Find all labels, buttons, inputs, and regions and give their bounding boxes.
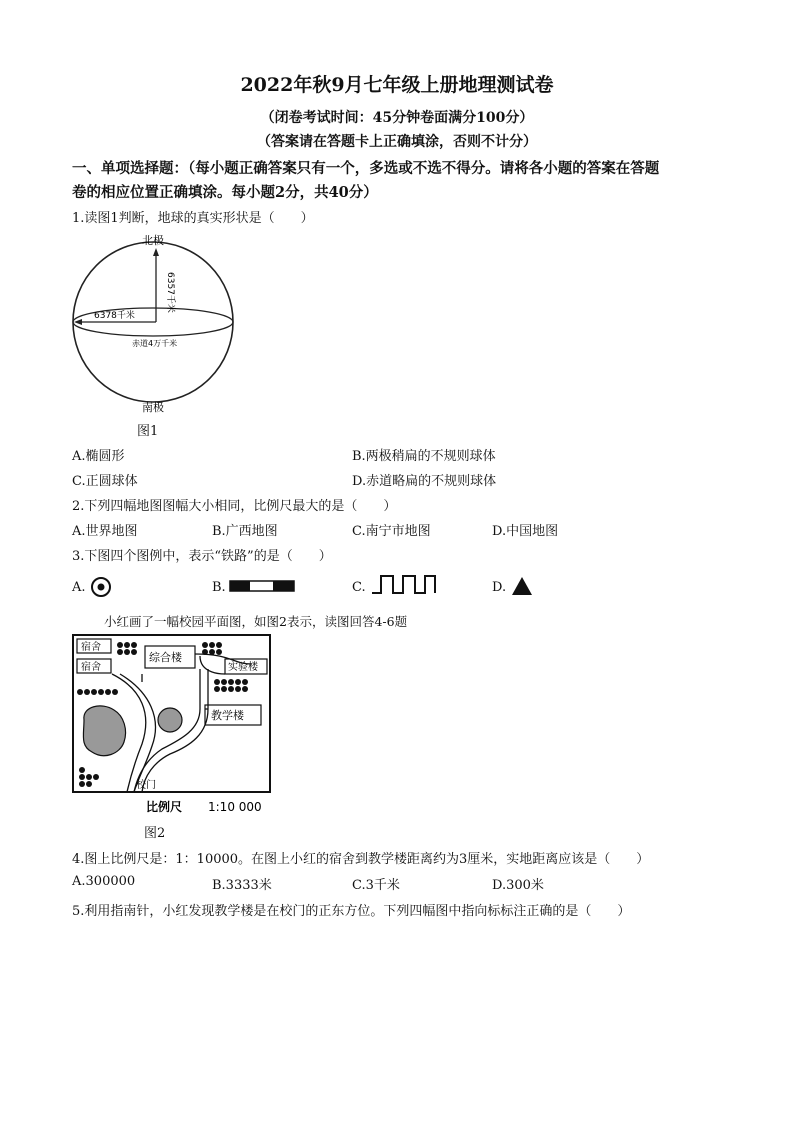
legend-point-symbol-icon: [89, 575, 113, 599]
section-heading-line1: 一、单项选择题：（每小题正确答案只有一个，多选或不选不得分。请将各小题的答案在答题: [72, 160, 660, 177]
equatorial-arrow-head: [74, 319, 82, 325]
polar-arrow-head: [153, 248, 159, 256]
figure-1-caption: 图1: [137, 424, 159, 439]
north-pole-label: 北极: [142, 234, 164, 247]
q2-option-a: A.世界地图: [72, 524, 138, 539]
lab-building-label: 实验楼: [228, 662, 258, 673]
figure-2-campus-map: [72, 634, 272, 816]
scale-label: 比例尺: [146, 800, 183, 814]
mountain-peak-legend-icon: [510, 575, 534, 597]
section-heading-line2: 卷的相应位置正确填涂。每小题2分，共40分）: [72, 184, 378, 201]
q1-option-a: A.椭圆形: [72, 449, 125, 464]
school-gate-label: 校门: [136, 780, 156, 791]
figure-2-caption: 图2: [144, 826, 166, 841]
south-pole-label: 南极: [142, 401, 164, 414]
round-flowerbed: [158, 708, 182, 732]
scale-value: 1:10 000: [208, 800, 262, 814]
q1-option-c: C.正圆球体: [72, 474, 138, 489]
question-5-stem: 5.利用指南针，小红发现教学楼是在校门的正东方位。下列四幅图中指向标标注正确的是（ ）: [72, 904, 631, 919]
equatorial-radius-label: 6378千米: [94, 311, 135, 321]
q4-option-d: D.300米: [492, 878, 544, 893]
q2-option-d: D.中国地图: [492, 524, 559, 539]
complex-building-label: 综合楼: [149, 651, 182, 664]
question-1-stem: 1.读图1判断，地球的真实形状是（ ）: [72, 211, 314, 226]
q1-option-b: B.两极稍扁的不规则球体: [352, 449, 496, 464]
q3-option-a: A.: [72, 580, 86, 595]
q4-option-c: C.3千米: [352, 878, 400, 893]
q2-option-b: B.广西地图: [212, 524, 278, 539]
page-title: 2022年秋9月七年级上册地理测试卷: [240, 74, 554, 96]
railway-legend-icon: [229, 579, 295, 593]
q4-option-a: A.300000: [72, 874, 136, 889]
q3-option-c: C.: [352, 580, 366, 595]
question-2-stem: 2.下列四幅地图图幅大小相同，比例尺最大的是（ ）: [72, 499, 397, 514]
dorm-label-1: 宿舍: [81, 642, 101, 653]
question-4-stem: 4.图上比例尺是：1：10000。在图上小红的宿舍到教学楼距离约为3厘米，实地距离应该是（ ）: [72, 852, 650, 867]
question-3-stem: 3.下图四个图例中，表示“铁路”的是（ ）: [72, 549, 332, 564]
wall-legend-icon: [371, 573, 437, 595]
exam-time-note: （闭卷考试时间：45分钟卷面满分100分）: [260, 110, 534, 126]
questions-4-6-intro: 小红画了一幅校园平面图，如图2表示，读图回答4-6题: [104, 614, 408, 629]
q3-option-b: B.: [212, 580, 226, 595]
q2-option-c: C.南宁市地图: [352, 524, 431, 539]
dorm-label-2: 宿舍: [81, 662, 101, 673]
q4-option-b: B.3333米: [212, 878, 272, 893]
q3-option-d: D.: [492, 580, 507, 595]
polar-radius-label: 6357千米: [165, 272, 175, 313]
figure-1-earth-diagram: [70, 230, 250, 415]
q1-option-d: D.赤道略扁的不规则球体: [352, 474, 497, 489]
teaching-building-label: 教学楼: [211, 709, 244, 722]
equator-length-label: 赤道4万千米: [132, 339, 178, 348]
answer-instruction: （答案请在答题卡上正确填涂，否则不计分）: [257, 134, 537, 150]
